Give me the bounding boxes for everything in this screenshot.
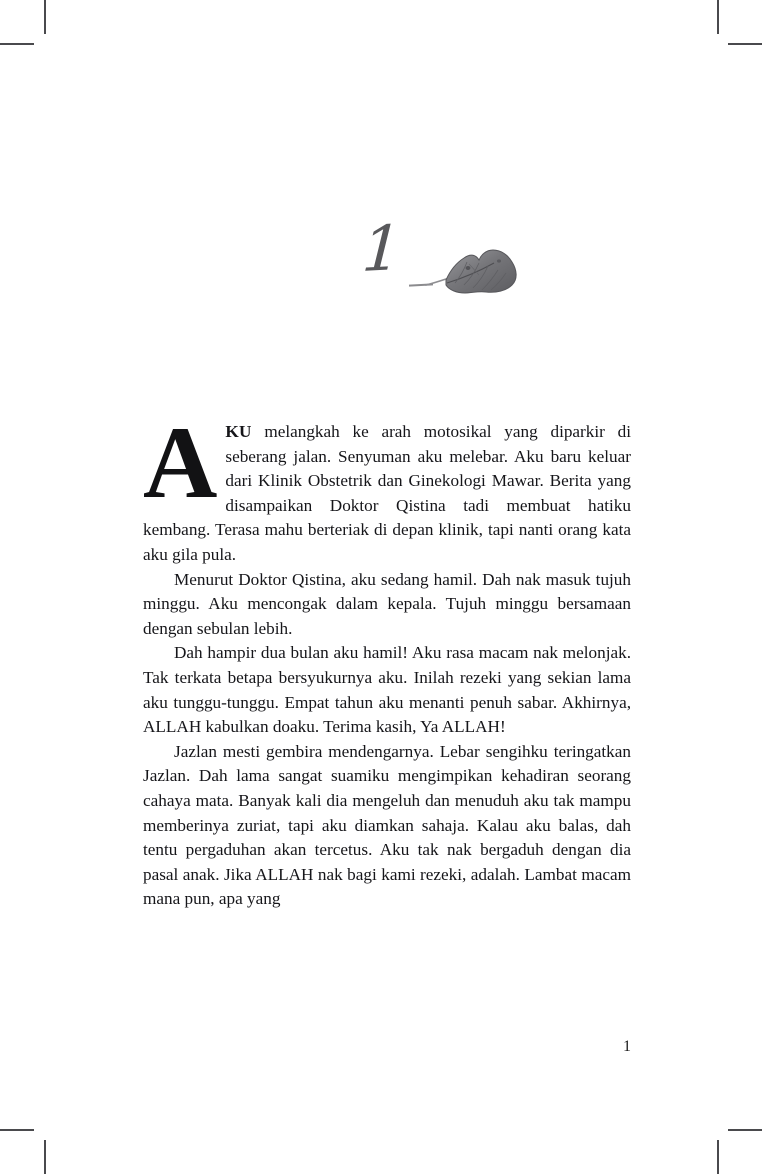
leaf-icon [424, 241, 524, 303]
crop-mark-top-right-horizontal [728, 43, 762, 45]
chapter-number: 1 [360, 211, 404, 286]
page-number: 1 [623, 1038, 631, 1055]
chapter-heading [0, 112, 762, 286]
crop-mark-bottom-right-horizontal [728, 1129, 762, 1131]
crop-mark-bottom-left-vertical [44, 1140, 46, 1174]
paragraph-1 [143, 406, 631, 568]
paragraph-1-text: melangkah ke arah motosikal yang diparkir di seberang jalan. Senyuman aku melebar. Aku baru keluar dari Klinik Obstetrik dan Ginekologi Mawar. Berita yang disampaikan Doktor Qistina tadi membuat hatiku kembang. Terasa mahu berteriak di depan klinik, tapi nanti orang kata aku gila pula. [143, 422, 631, 564]
crop-mark-top-left-vertical [44, 0, 46, 34]
lead-caps: KU [225, 422, 252, 441]
paragraph-2: Menurut Doktor Qistina, aku sedang hamil. Dah nak masuk tujuh minggu. Aku mencongak dalam kepala. Tujuh minggu bersamaan dengan sebulan lebih. [143, 569, 631, 638]
paragraph-4: Jazlan mesti gembira mendengarnya. Lebar sengihku teringatkan Jazlan. Dah lama sangat suamiku mengimpikan kehadiran seorang cahaya mata. Banyak kali dia mengeluh dan menuduh aku tak mampu memberinya zuriat, tapi aku diamkan sahaja. Kalau aku balas, dah tentu pergaduhan akan tercetus. Aku tak nak bergaduh dengan dia pasal anak. Jika ALLAH nak bagi kami rezeki, adalah. Lambat macam mana pun, apa yang [143, 741, 631, 909]
crop-mark-top-right-vertical [717, 0, 719, 34]
body-text-block [143, 406, 631, 912]
drop-cap: A [143, 406, 218, 520]
crop-mark-bottom-left-horizontal [0, 1129, 34, 1131]
crop-mark-bottom-right-vertical [717, 1140, 719, 1174]
paragraph-3: Dah hampir dua bulan aku hamil! Aku rasa macam nak melonjak. Tak terkata betapa bersyukurnya aku. Inilah rezeki yang sekian lama aku tunggu-tunggu. Empat tahun aku menanti penuh sabar. Akhirnya, ALLAH kabulkan doaku. Terima kasih, Ya ALLAH! [143, 643, 631, 737]
crop-mark-top-left-horizontal [0, 43, 34, 45]
